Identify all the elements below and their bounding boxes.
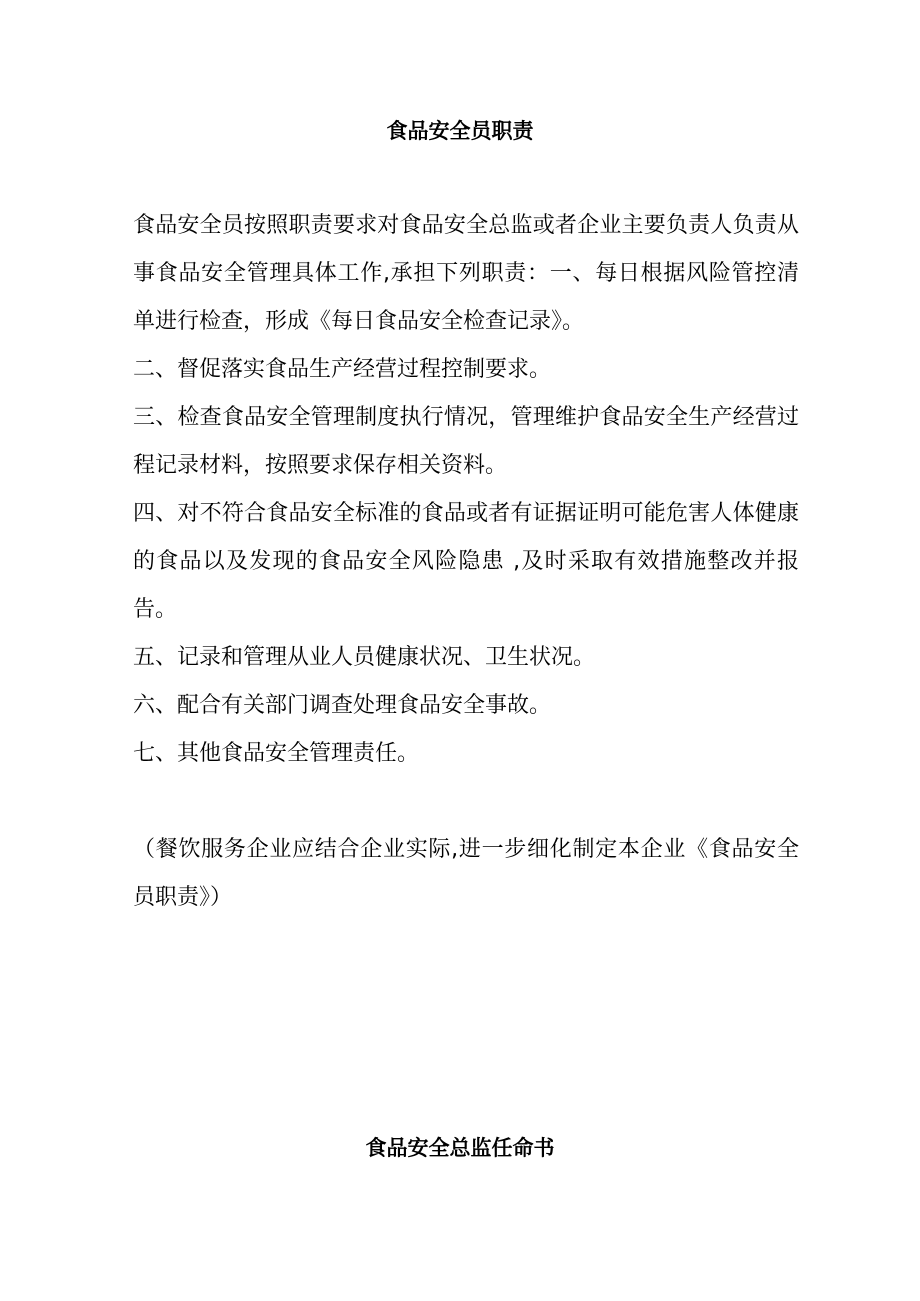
paragraph-item-5: 五、记录和管理从业人员健康状况、卫生状况。 bbox=[133, 645, 596, 670]
duties-body bbox=[133, 202, 799, 778]
note-text: （餐饮服务企业应结合企业实际,进一步细化制定本企业《食品安全员职责》） bbox=[133, 837, 799, 910]
paragraph-item-3: 三、检查食品安全管理制度执行情况，管理维护食品安全生产经营过程记录材料，按照要求保存相关资料。 bbox=[133, 405, 799, 478]
paragraph-item-7: 七、其他食品安全管理责任。 bbox=[133, 741, 420, 766]
paragraph-item-4: 四、对不符合食品安全标准的食品或者有证据证明可能危害人体健康的食品以及发现的食品安全风险隐患 ,及时采取有效措施整改并报告。 bbox=[133, 501, 799, 622]
paragraph-item-6: 六、配合有关部门调查处理食品安全事故。 bbox=[133, 693, 552, 718]
note-paragraph bbox=[133, 826, 799, 922]
second-section-title: 食品安全总监任命书 bbox=[365, 1136, 555, 1160]
paragraph-intro: 食品安全员按照职责要求对食品安全总监或者企业主要负责人负责从事食品安全管理具体工作,承担下列职责：一、每日根据风险管控清单进行检查，形成《每日食品安全检查记录》。 bbox=[133, 213, 799, 334]
paragraph-item-2: 二、督促落实食品生产经营过程控制要求。 bbox=[133, 357, 552, 382]
page-title: 食品安全员职责 bbox=[386, 119, 534, 143]
